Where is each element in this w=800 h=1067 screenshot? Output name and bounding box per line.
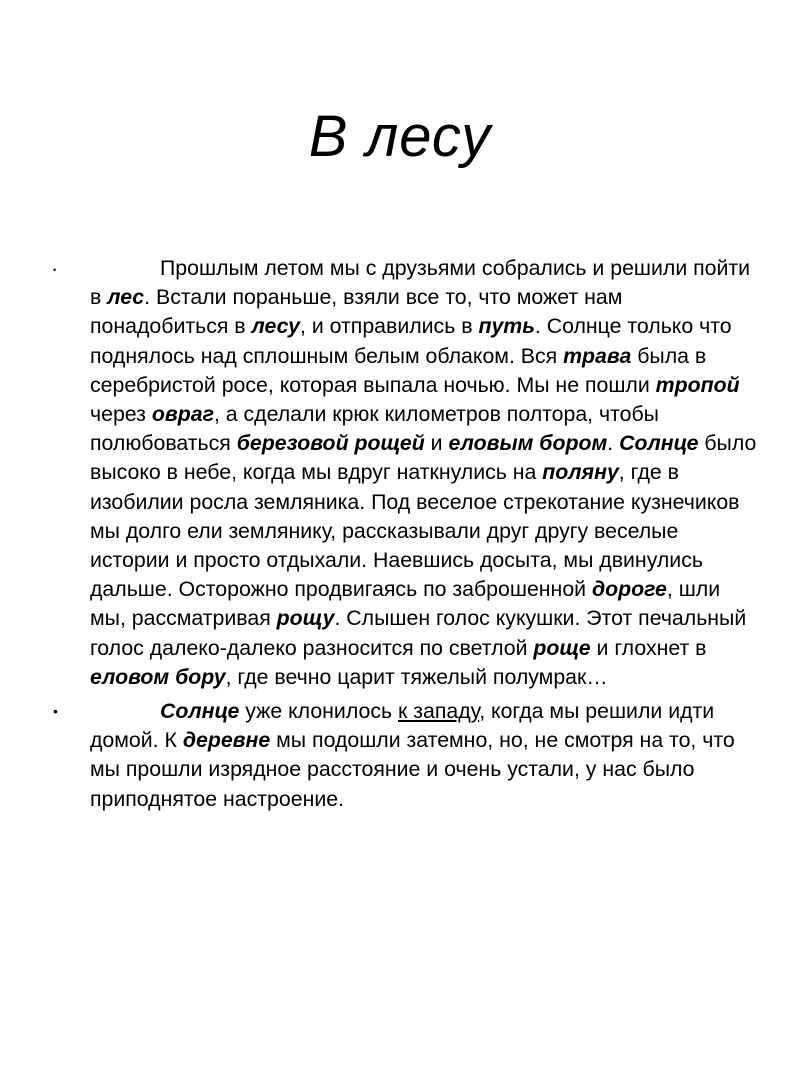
emphasized-word: деревне [182,728,271,753]
text-run: была в серебристой росе, которая выпала ночью. Мы не пошли [90,343,707,397]
emphasized-word: лесу [251,314,301,339]
text-run: уже клонилось [239,699,399,724]
text-run: и [424,431,449,456]
text-run: , и отправились в [300,314,479,339]
emphasized-word: Солнце [619,431,699,456]
text-run: . Солнце только что поднялось над сплошным белым облаком. Вся [90,314,732,368]
text-run: было высоко в небе, когда мы вдруг наткнулись на [90,431,757,485]
text-run: . Встали пораньше, взяли все то, что может нам понадобиться в [90,285,623,339]
body-text-list [53,254,760,819]
emphasized-word: Солнце [160,699,240,724]
emphasized-word: тропой [655,372,740,397]
emphasized-word: поляну [542,460,619,485]
emphasized-word: рощу [276,606,335,631]
underlined-phrase: к западу [398,699,480,724]
emphasized-word: дороге [591,577,667,602]
emphasized-word: путь [478,314,535,339]
text-run: , когда мы решили идти домой. К [90,699,715,753]
text-run: и глохнет в [590,635,707,660]
text-run: . Слышен голос кукушки. Этот печальный голос далеко-далеко разносится по светлой [90,606,747,660]
text-run: . [607,431,620,456]
bullet-dot-icon: • [53,265,57,275]
emphasized-word: березовой рощей [236,431,425,456]
emphasized-word: еловым бором [448,431,608,456]
emphasized-word: роще [533,635,591,660]
text-run: Прошлым летом мы с друзьями собрались и решили пойти в [90,256,751,310]
emphasized-word: еловом бору [90,664,226,689]
text-run: , где в изобилии росла земляника. Под веселое стрекотание кузнечиков мы долго ели землянику, рассказывали друг другу веселые истории и просто отдыхали. Наевшись досыта, мы двинулись дальше. Осторожно продвигаясь по заброшенной [90,460,740,602]
emphasized-word: трава [563,343,632,368]
paragraph-2 [53,697,760,814]
text-run: , шли мы, рассматривая [90,577,721,631]
emphasized-word: лес [107,285,145,310]
text-run: , где вечно царит тяжелый полумрак… [225,664,608,689]
bullet-dot-icon: • [53,703,58,720]
page-title: В лесу [308,103,492,169]
text-run: через [90,402,152,427]
emphasized-word: овраг [151,402,214,427]
paragraph-1 [53,254,760,692]
text-run: мы подошли затемно, но, не смотря на то, что мы прошли изрядное расстояние и очень устали, у нас было приподнятое настроение. [90,728,735,811]
text-run: , а сделали крюк километров полтора, чтобы полюбоваться [90,402,659,456]
